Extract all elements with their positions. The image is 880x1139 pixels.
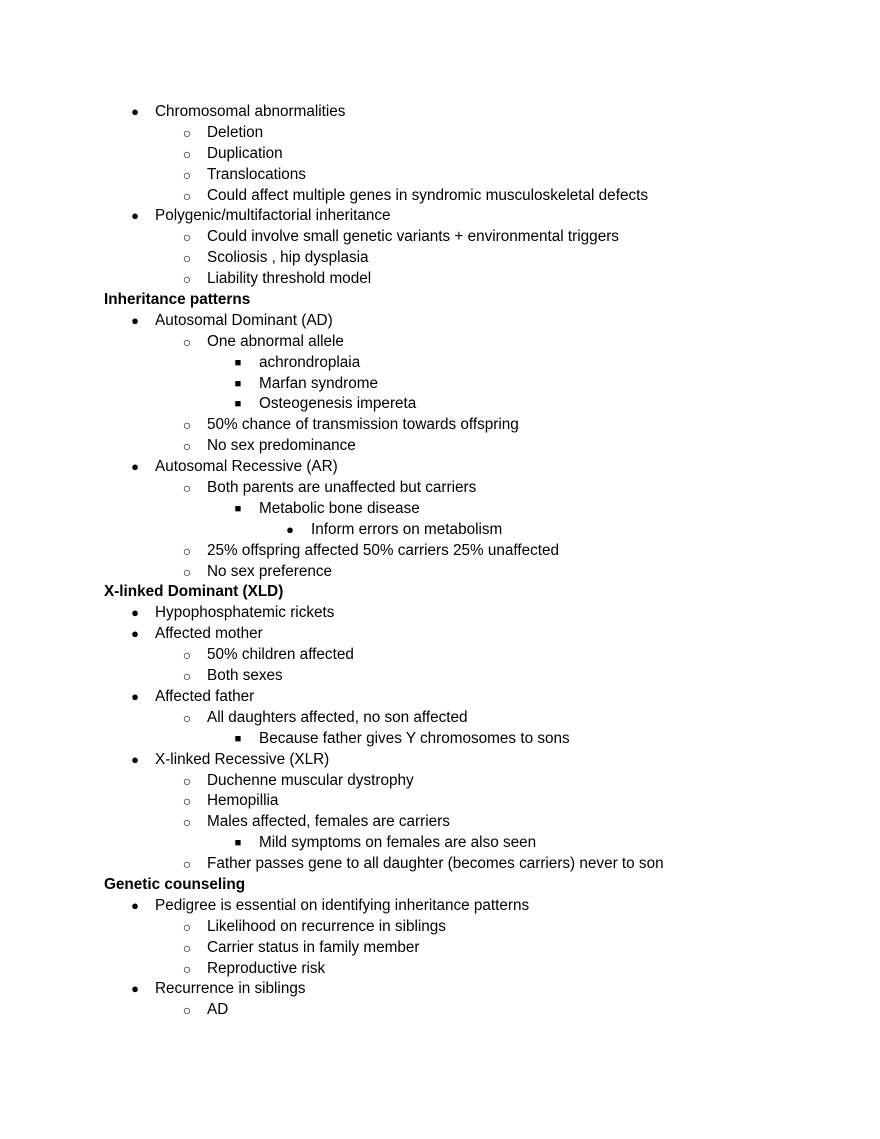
disc-bullet-icon: ● bbox=[131, 104, 139, 119]
list-item-text: Father passes gene to all daughter (becomes carriers) never to son bbox=[207, 855, 664, 873]
list-item-level-2 bbox=[0, 938, 880, 959]
list-item-text: Autosomal Dominant (AD) bbox=[155, 311, 333, 329]
list-item-level-2 bbox=[0, 562, 880, 583]
circle-bullet-icon: ○ bbox=[182, 814, 192, 831]
list-item-text: Metabolic bone disease bbox=[259, 499, 420, 517]
circle-bullet-icon: ○ bbox=[182, 417, 192, 434]
list-item-text: AD bbox=[207, 1001, 229, 1019]
list-item-level-2 bbox=[0, 227, 880, 248]
list-item-text: Marfan syndrome bbox=[259, 374, 379, 392]
list-item-level-2 bbox=[0, 645, 880, 666]
list-item-level-2 bbox=[0, 269, 880, 290]
circle-bullet-icon: ○ bbox=[182, 145, 192, 162]
section-heading bbox=[0, 582, 880, 603]
list-item-level-2 bbox=[0, 666, 880, 687]
list-item-level-3 bbox=[0, 374, 880, 395]
list-item-text: Hemopillia bbox=[207, 792, 279, 810]
disc-bullet-icon: ● bbox=[286, 521, 294, 537]
list-item-level-2 bbox=[0, 708, 880, 729]
list-item-level-2 bbox=[0, 415, 880, 436]
list-item-text: Polygenic/multifactorial inheritance bbox=[155, 207, 391, 225]
disc-bullet-icon: ● bbox=[131, 208, 139, 224]
list-item-text: No sex predominance bbox=[207, 437, 356, 455]
list-item-level-2 bbox=[0, 186, 880, 207]
circle-bullet-icon: ○ bbox=[182, 856, 192, 873]
list-item-level-2 bbox=[0, 123, 880, 144]
disc-bullet-icon: ● bbox=[131, 459, 139, 475]
list-item-level-4 bbox=[0, 520, 880, 541]
list-item-text: Both sexes bbox=[207, 667, 283, 685]
list-item-text: Autosomal Recessive (AR) bbox=[155, 458, 338, 476]
list-item-text: Reproductive risk bbox=[207, 959, 326, 977]
list-item-text: Mild symptoms on females are also seen bbox=[259, 834, 537, 852]
list-item-text: Duplication bbox=[207, 144, 283, 162]
list-item-text: Both parents are unaffected but carriers bbox=[207, 479, 477, 497]
list-item-level-3 bbox=[0, 833, 880, 854]
circle-bullet-icon: ○ bbox=[182, 647, 192, 664]
list-item-level-2 bbox=[0, 144, 880, 165]
list-item-text: 50% chance of transmission towards offspring bbox=[207, 416, 519, 434]
list-item-level-1 bbox=[0, 102, 880, 123]
circle-bullet-icon: ○ bbox=[182, 166, 192, 183]
list-item-level-1 bbox=[0, 687, 880, 708]
list-item-text: Inform errors on metabolism bbox=[311, 520, 503, 538]
circle-bullet-icon: ○ bbox=[182, 250, 192, 267]
square-bullet-icon: ■ bbox=[234, 377, 242, 390]
list-item-text: 25% offspring affected 50% carriers 25% unaffected bbox=[207, 541, 560, 559]
circle-bullet-icon: ○ bbox=[182, 709, 192, 726]
list-item-level-2 bbox=[0, 771, 880, 792]
heading-text: Genetic counseling bbox=[104, 875, 246, 893]
list-item-level-3 bbox=[0, 353, 880, 374]
list-item-text: Males affected, females are carriers bbox=[207, 813, 450, 831]
square-bullet-icon: ■ bbox=[234, 837, 242, 850]
circle-bullet-icon: ○ bbox=[182, 271, 192, 288]
list-item-text: Likelihood on recurrence in siblings bbox=[207, 917, 446, 935]
list-item-level-2 bbox=[0, 917, 880, 938]
square-bullet-icon: ■ bbox=[234, 502, 242, 515]
circle-bullet-icon: ○ bbox=[182, 1002, 192, 1019]
circle-bullet-icon: ○ bbox=[182, 333, 192, 350]
square-bullet-icon: ■ bbox=[234, 398, 242, 411]
list-item-level-1 bbox=[0, 624, 880, 645]
square-bullet-icon: ■ bbox=[234, 356, 242, 369]
list-item-level-2 bbox=[0, 165, 880, 186]
list-item-text: Liability threshold model bbox=[207, 270, 372, 288]
list-item-level-1 bbox=[0, 750, 880, 771]
list-item-text: Recurrence in siblings bbox=[155, 980, 306, 998]
list-item-text: 50% children affected bbox=[207, 646, 354, 664]
list-item-level-1 bbox=[0, 603, 880, 624]
list-item-level-2 bbox=[0, 854, 880, 875]
list-item-text: Scoliosis , hip dysplasia bbox=[207, 249, 369, 267]
list-item-text: Deletion bbox=[207, 123, 264, 141]
list-item-level-3 bbox=[0, 729, 880, 750]
disc-bullet-icon: ● bbox=[131, 605, 139, 621]
list-item-text: Pedigree is essential on identifying inheritance patterns bbox=[155, 896, 530, 914]
list-item-level-2 bbox=[0, 959, 880, 980]
list-item-text: Could involve small genetic variants + environmental triggers bbox=[207, 228, 619, 246]
circle-bullet-icon: ○ bbox=[182, 793, 192, 810]
disc-bullet-icon: ● bbox=[131, 626, 139, 642]
list-item-level-2 bbox=[0, 1000, 880, 1021]
circle-bullet-icon: ○ bbox=[182, 563, 192, 580]
list-item-level-2 bbox=[0, 436, 880, 457]
disc-bullet-icon: ● bbox=[131, 981, 139, 997]
list-item-text: Osteogenesis impereta bbox=[259, 395, 417, 413]
circle-bullet-icon: ○ bbox=[182, 542, 192, 559]
list-item-text: Translocations bbox=[207, 165, 306, 183]
disc-bullet-icon: ● bbox=[131, 751, 139, 767]
disc-bullet-icon: ● bbox=[131, 312, 139, 328]
document-body bbox=[0, 102, 880, 1021]
list-item-level-2 bbox=[0, 332, 880, 353]
list-item-text: Affected mother bbox=[155, 625, 263, 643]
section-heading bbox=[0, 290, 880, 311]
list-item-level-3 bbox=[0, 499, 880, 520]
list-item-text: achrondroplaia bbox=[259, 353, 361, 371]
circle-bullet-icon: ○ bbox=[182, 668, 192, 685]
list-item-level-1 bbox=[0, 311, 880, 332]
circle-bullet-icon: ○ bbox=[182, 960, 192, 977]
list-item-text: Affected father bbox=[155, 687, 255, 705]
heading-text: X-linked Dominant (XLD) bbox=[104, 583, 284, 601]
list-item-text: Duchenne muscular dystrophy bbox=[207, 771, 414, 789]
circle-bullet-icon: ○ bbox=[182, 772, 192, 789]
list-item-text: X-linked Recessive (XLR) bbox=[155, 750, 330, 768]
list-item-level-1 bbox=[0, 979, 880, 1000]
heading-text: Inheritance patterns bbox=[104, 291, 251, 309]
list-item-text: Hypophosphatemic rickets bbox=[155, 604, 335, 622]
circle-bullet-icon: ○ bbox=[182, 918, 192, 935]
square-bullet-icon: ■ bbox=[234, 732, 242, 745]
list-item-text: Carrier status in family member bbox=[207, 938, 420, 956]
section-heading bbox=[0, 875, 880, 896]
list-item-level-2 bbox=[0, 541, 880, 562]
list-item-level-2 bbox=[0, 812, 880, 833]
list-item-level-1 bbox=[0, 206, 880, 227]
list-item-level-1 bbox=[0, 457, 880, 478]
list-item-text: All daughters affected, no son affected bbox=[207, 708, 468, 726]
disc-bullet-icon: ● bbox=[131, 897, 139, 913]
list-item-level-3 bbox=[0, 394, 880, 415]
disc-bullet-icon: ● bbox=[131, 688, 139, 704]
circle-bullet-icon: ○ bbox=[182, 124, 192, 141]
circle-bullet-icon: ○ bbox=[182, 229, 192, 246]
list-item-level-2 bbox=[0, 478, 880, 499]
list-item-text: Could affect multiple genes in syndromic musculoskeletal defects bbox=[207, 186, 648, 204]
list-item-level-2 bbox=[0, 248, 880, 269]
list-item-level-2 bbox=[0, 791, 880, 812]
list-item-level-1 bbox=[0, 896, 880, 917]
list-item-text: One abnormal allele bbox=[207, 332, 344, 350]
list-item-text: Chromosomal abnormalities bbox=[155, 103, 346, 120]
list-item-text: No sex preference bbox=[207, 562, 332, 580]
circle-bullet-icon: ○ bbox=[182, 438, 192, 455]
circle-bullet-icon: ○ bbox=[182, 187, 192, 204]
circle-bullet-icon: ○ bbox=[182, 939, 192, 956]
list-item-text: Because father gives Y chromosomes to sons bbox=[259, 729, 570, 747]
circle-bullet-icon: ○ bbox=[182, 480, 192, 497]
